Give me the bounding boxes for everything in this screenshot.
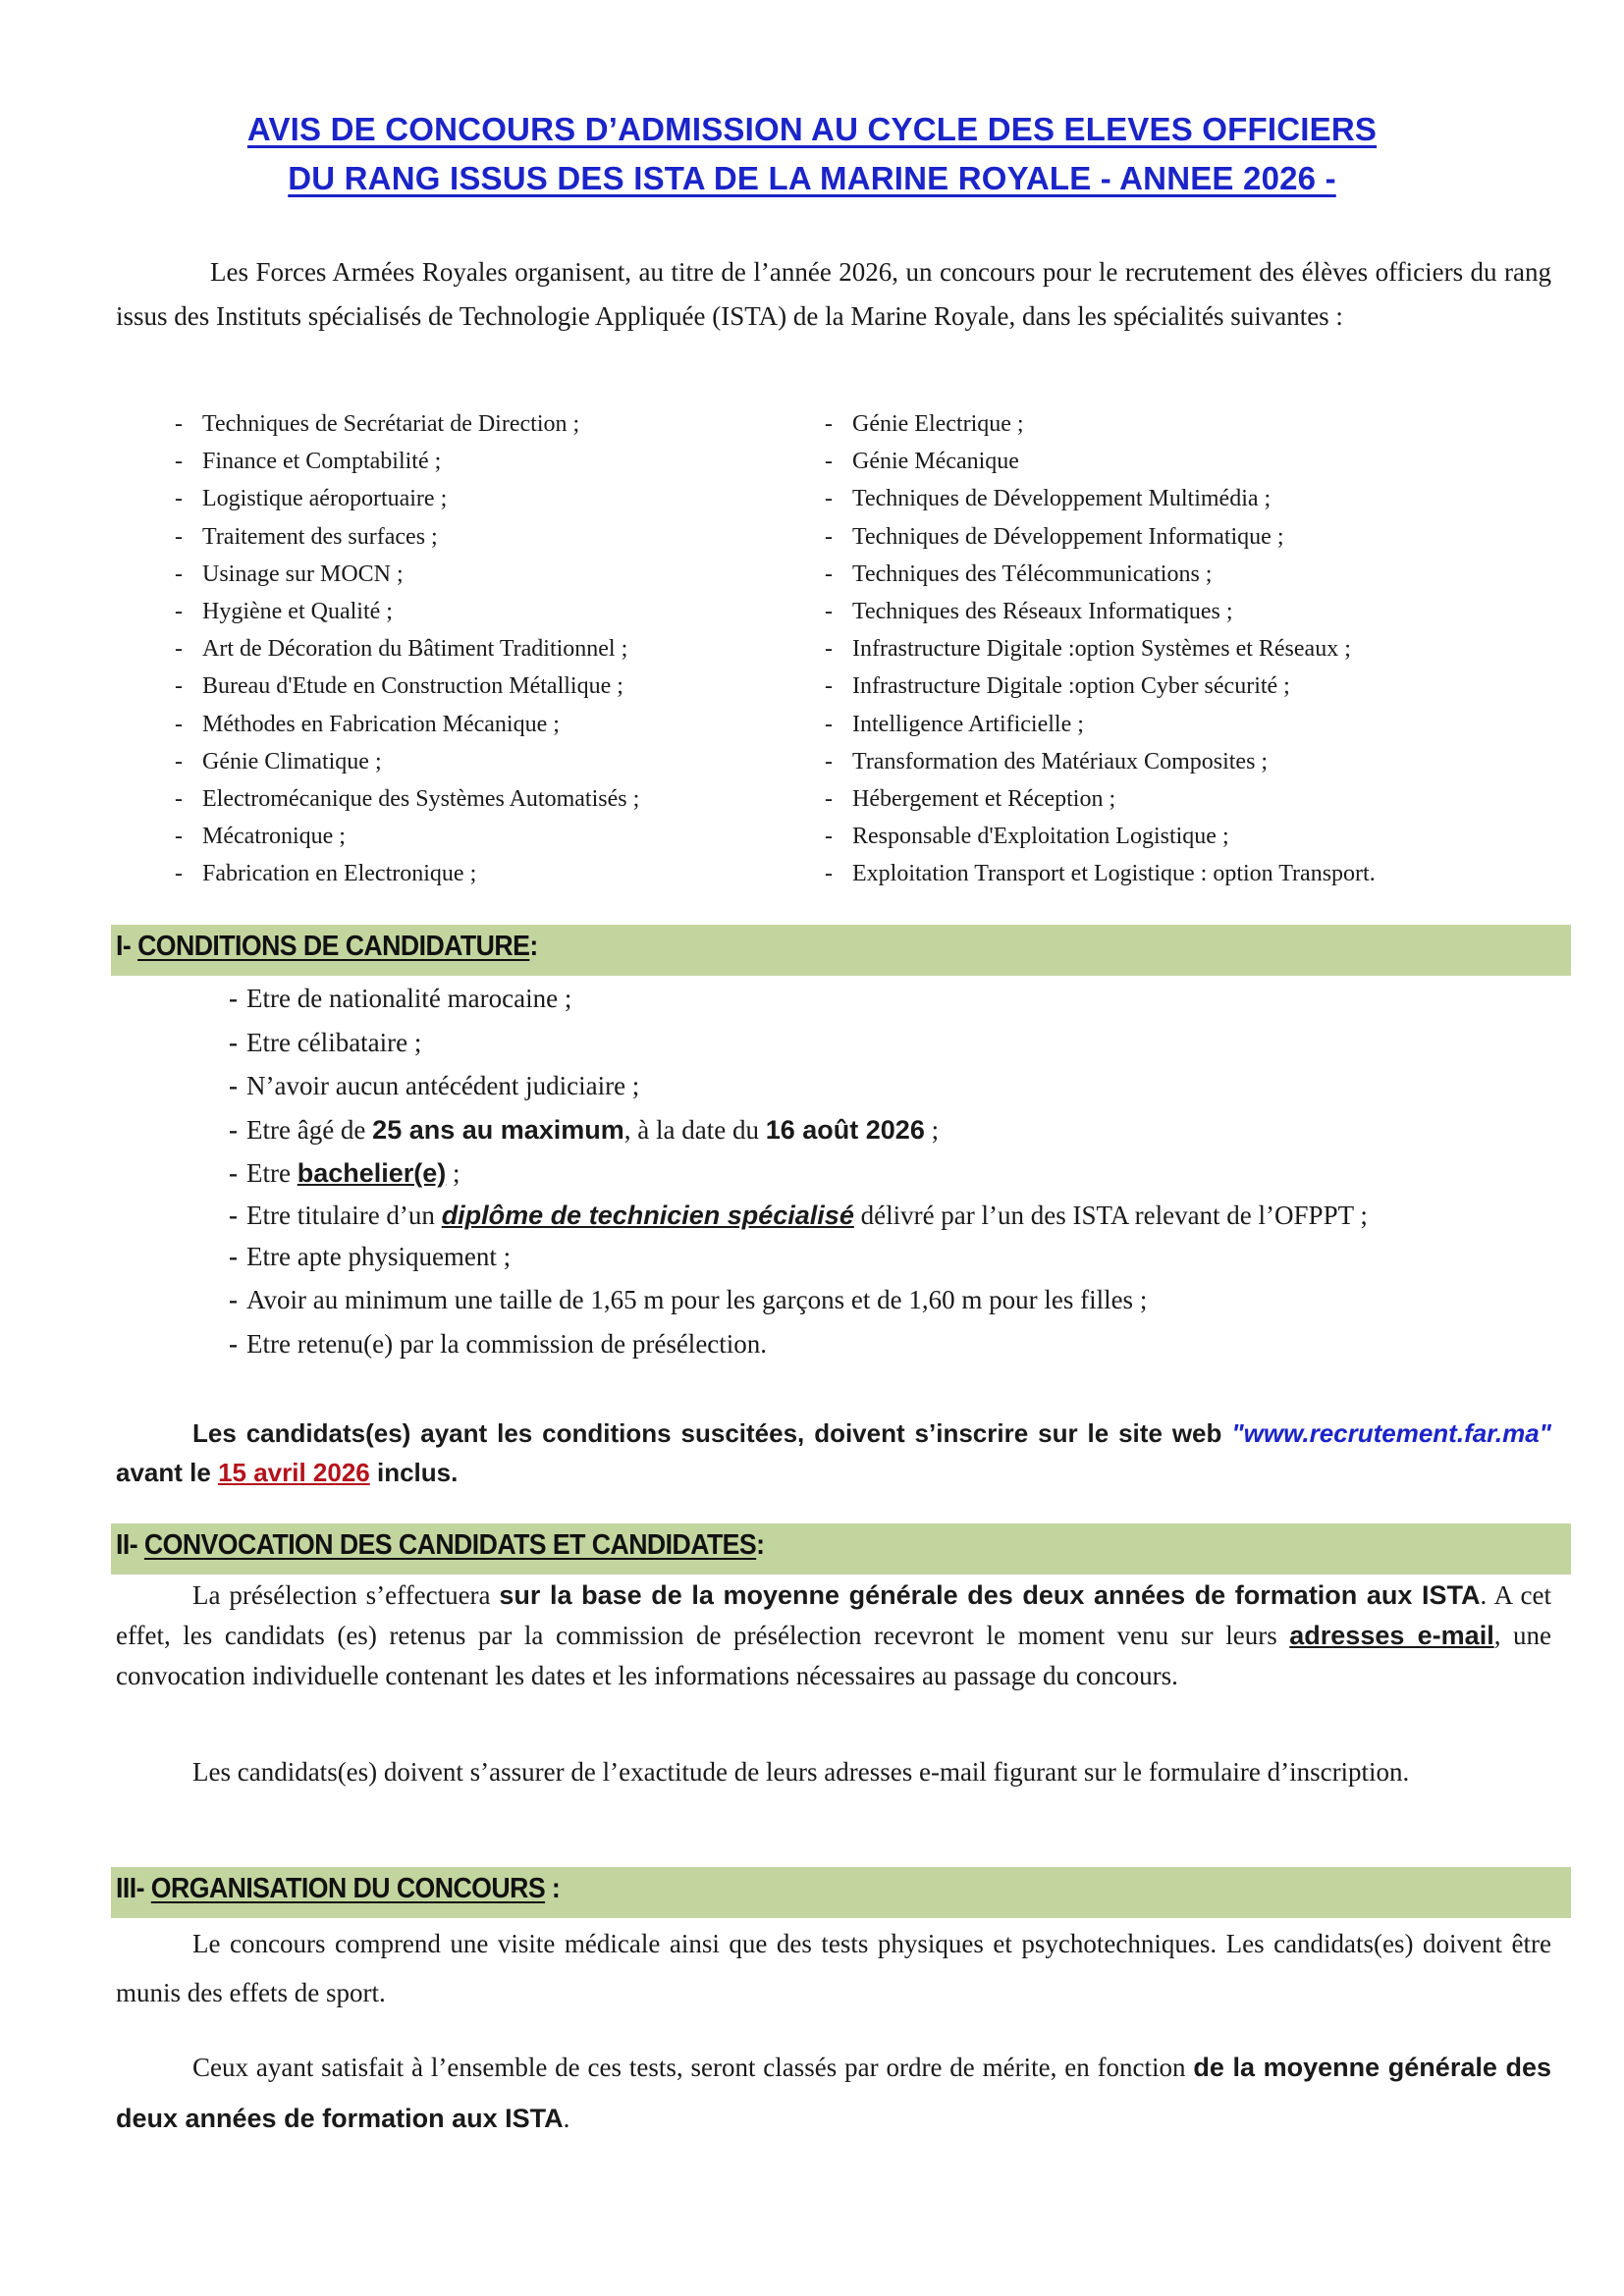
- list-item: - Etre célibataire ;: [229, 1021, 1552, 1065]
- list-item: - Art de Décoration du Bâtiment Traditionnel ;: [175, 636, 628, 663]
- signup-paragraph: Les candidats(es) ayant les conditions suscitées, doivent s’inscrire sur le site web "www.recrutement.far.ma" avant le 15 avril 2026 inclus.: [116, 1418, 1551, 1487]
- list-item: - Infrastructure Digitale :option Systèmes et Réseaux ;: [825, 636, 1351, 663]
- list-item: - Techniques des Réseaux Informatiques ;: [825, 598, 1233, 624]
- list-item: - Techniques de Développement Multimédia ;: [825, 486, 1272, 512]
- list-item: - Méthodes en Fabrication Mécanique ;: [175, 711, 560, 737]
- list-item: - Hygiène et Qualité ;: [175, 598, 393, 624]
- list-item: - Intelligence Artificielle ;: [825, 711, 1084, 737]
- intro-paragraph: [116, 250, 1551, 339]
- specialties-list-right: [825, 405, 1376, 892]
- recruitment-website-link[interactable]: "www.recrutement.far.ma": [1231, 1418, 1551, 1448]
- list-item: - Techniques des Télécommunications ;: [825, 561, 1213, 587]
- list-item: - Transformation des Matériaux Composites ;: [825, 748, 1269, 774]
- list-item: - Etre retenu(e) par la commission de présélection.: [229, 1322, 1552, 1366]
- section1-heading: I- CONDITIONS DE CANDIDATURE:: [116, 931, 538, 962]
- section2-heading: II- CONVOCATION DES CANDIDATS ET CANDIDATES:: [116, 1529, 765, 1561]
- list-item: - Techniques de Secrétariat de Direction ;: [175, 411, 580, 437]
- list-item: - Logistique aéroportuaire ;: [175, 486, 448, 512]
- list-item: - Hébergement et Réception ;: [825, 785, 1116, 812]
- list-item: - Génie Electrique ;: [825, 411, 1024, 437]
- list-item: - Fabrication en Electronique ;: [175, 861, 477, 887]
- specialties-list-left: [175, 405, 639, 892]
- list-item: - Techniques de Développement Informatique ;: [825, 523, 1284, 550]
- document-title-line2: DU RANG ISSUS DES ISTA DE LA MARINE ROYALE - ANNEE 2026 -: [288, 160, 1336, 196]
- list-item: - Responsable d'Exploitation Logistique ;: [825, 824, 1229, 850]
- list-item: - Usinage sur MOCN ;: [175, 561, 404, 587]
- section3-heading: III- ORGANISATION DU CONCOURS :: [116, 1873, 561, 1904]
- section2-paragraph2: Les candidats(es) doivent s’assurer de l’exactitude de leurs adresses e-mail figurant sur le formulaire d’inscription.: [192, 1757, 1410, 1787]
- intro-text: Les Forces Armées Royales organisent, au titre de l’année 2026, un concours pour le recrutement des élèves officiers du rang issus des Instituts spécialisés de Technologie Appliquée (ISTA) de la Marine Royale, dans les spécialités suivantes :: [116, 257, 1551, 331]
- list-item: - Electromécanique des Systèmes Automatisés ;: [175, 785, 640, 812]
- list-item: - Infrastructure Digitale :option Cyber sécurité ;: [825, 673, 1290, 700]
- list-item: - Génie Mécanique: [825, 449, 1019, 475]
- conditions-list: [229, 977, 1552, 1365]
- list-item: - Bureau d'Etude en Construction Métallique ;: [175, 673, 623, 700]
- list-item: - Avoir au minimum une taille de 1,65 m pour les garçons et de 1,60 m pour les filles ;: [229, 1278, 1552, 1322]
- list-item: - Traitement des surfaces ;: [175, 523, 438, 550]
- list-item: - Etre bachelier(e) ;: [229, 1151, 1552, 1196]
- list-item: - Génie Climatique ;: [175, 748, 382, 774]
- section2-paragraph1: La présélection s’effectuera sur la base de la moyenne générale des deux années de formation aux ISTA. A cet effet, les candidats (es) retenus par la commission de présélection recevront le moment venu sur leurs adresses e-mail, une convocation individuelle contenant les dates et les informations nécessaires au passage du concours.: [116, 1580, 1551, 1690]
- section3-paragraph1: Le concours comprend une visite médicale ainsi que des tests physiques et psychotechniques. Les candidats(es) doivent être munis des effets de sport.: [116, 1929, 1551, 2007]
- list-item: - Etre titulaire d’un diplôme de technicien spécialisé délivré par l’un des ISTA relevant de l’OFPPT ;: [229, 1196, 1552, 1235]
- list-item: - Finance et Comptabilité ;: [175, 449, 442, 475]
- list-item: - Mécatronique ;: [175, 824, 346, 850]
- section3-paragraph2: Ceux ayant satisfait à l’ensemble de ces tests, seront classés par ordre de mérite, en fonction de la moyenne générale des deux années de formation aux ISTA.: [116, 2053, 1551, 2133]
- list-item: - Exploitation Transport et Logistique : option Transport.: [825, 861, 1376, 887]
- list-item: - N’avoir aucun antécédent judiciaire ;: [229, 1064, 1552, 1108]
- document-title-line1: AVIS DE CONCOURS D’ADMISSION AU CYCLE DES ELEVES OFFICIERS: [246, 111, 1378, 147]
- list-item: - Etre apte physiquement ;: [229, 1235, 1552, 1279]
- list-item: - Etre de nationalité marocaine ;: [229, 977, 1552, 1021]
- deadline-date: 15 avril 2026: [218, 1458, 370, 1487]
- list-item: - Etre âgé de 25 ans au maximum, à la date du 16 août 2026 ;: [229, 1108, 1552, 1152]
